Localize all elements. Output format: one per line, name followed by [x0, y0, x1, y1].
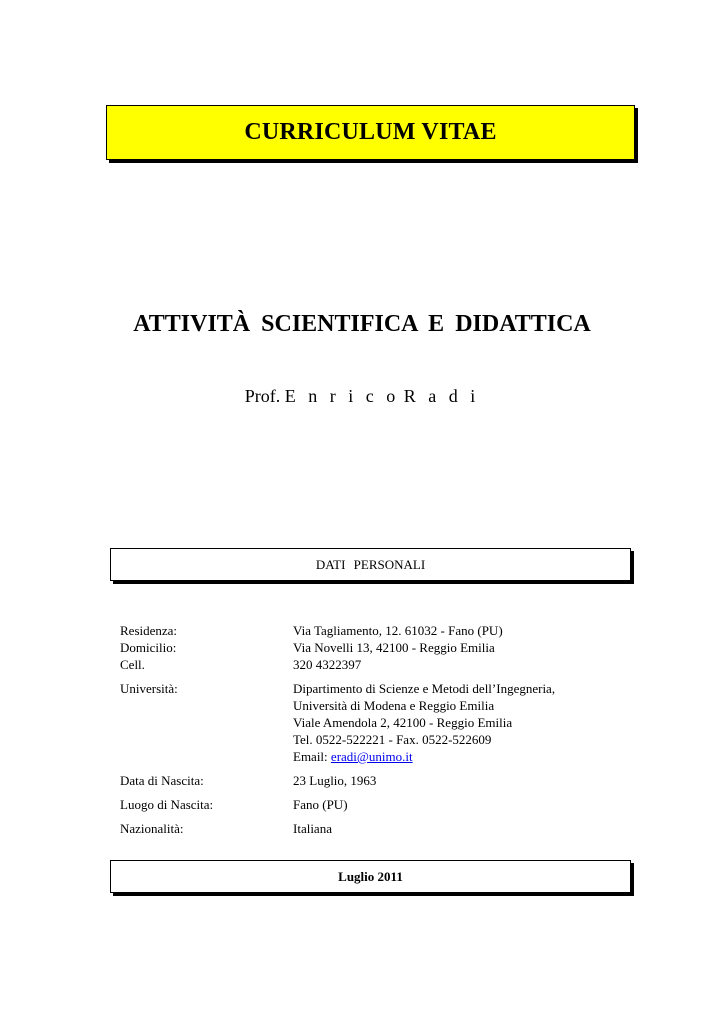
document-title: CURRICULUM VITAE [244, 119, 497, 145]
email-line [293, 748, 620, 765]
universita-line: Università di Modena e Reggio Emilia [293, 698, 495, 713]
universita-row [120, 680, 620, 765]
cell-value: 320 4322397 [293, 657, 362, 672]
universita-line: Dipartimento di Scienze e Metodi dell’Ingegneria, [293, 681, 556, 696]
title-banner [106, 105, 635, 160]
luogo-nascita-value: Fano (PU) [293, 797, 348, 812]
document-subtitle: ATTIVITÀ SCIENTIFICA E DIDATTICA [133, 311, 591, 337]
cell-label: Cell. [120, 657, 145, 672]
nazionalita-row [120, 820, 620, 837]
author-prefix: Prof. [244, 386, 281, 406]
cell-row [120, 656, 620, 673]
footer-date-box [110, 860, 631, 893]
universita-line: Viale Amendola 2, 42100 - Reggio Emilia [293, 715, 513, 730]
personal-info [120, 622, 620, 837]
data-nascita-value: 23 Luglio, 1963 [293, 773, 377, 788]
section-header-label: DATI PERSONALI [315, 556, 426, 572]
section-header-dati-personali [110, 548, 631, 581]
domicilio-value: Via Novelli 13, 42100 - Reggio Emilia [293, 640, 495, 655]
universita-value [293, 680, 620, 765]
luogo-nascita-row [120, 796, 620, 813]
nazionalita-value: Italiana [293, 821, 332, 836]
author-line [0, 386, 724, 407]
domicilio-row [120, 639, 620, 656]
nazionalita-label: Nazionalità: [120, 821, 184, 836]
author-last-name: R a d i [403, 386, 480, 406]
universita-line: Tel. 0522-522221 - Fax. 0522-522609 [293, 732, 492, 747]
domicilio-label: Domicilio: [120, 640, 177, 655]
author-first-name: E n r i c o [284, 386, 400, 406]
luogo-nascita-label: Luogo di Nascita: [120, 797, 214, 812]
email-link[interactable]: eradi@unimo.it [330, 749, 413, 764]
residenza-value: Via Tagliamento, 12. 61032 - Fano (PU) [293, 623, 503, 638]
footer-date: Luglio 2011 [338, 868, 403, 884]
email-label: Email: [293, 749, 328, 764]
residenza-label: Residenza: [120, 623, 178, 638]
data-nascita-row [120, 772, 620, 789]
universita-label: Università: [120, 681, 178, 696]
data-nascita-label: Data di Nascita: [120, 773, 204, 788]
residenza-row [120, 622, 620, 639]
